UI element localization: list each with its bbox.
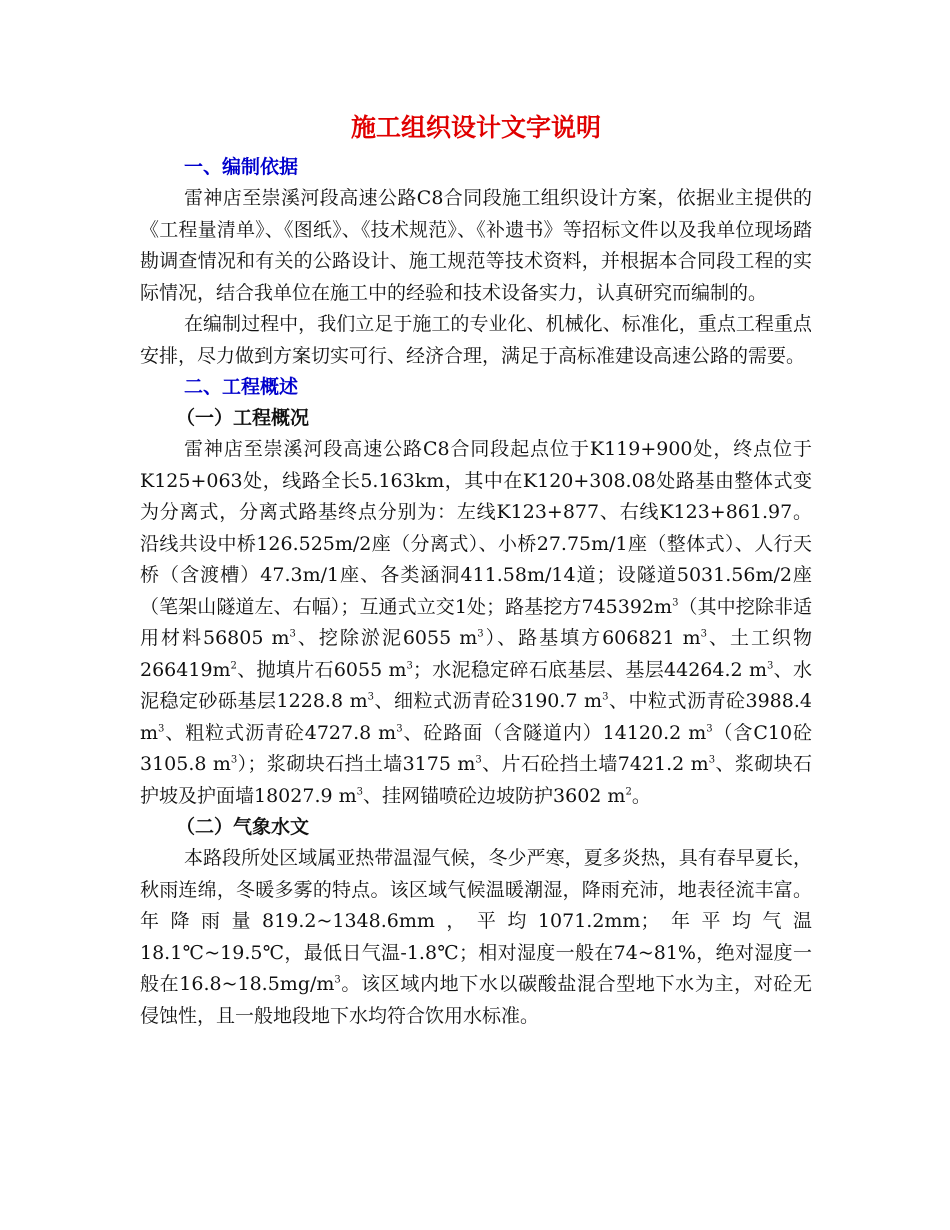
- document-title: 施工组织设计文字说明: [350, 113, 601, 142]
- basis-paragraph-1: 雷神店至崇溪河段高速公路C8合同段施工组织设计方案，依据业主提供的《工程量清单》、《图纸》、《技术规范》、《补遗书》等招标文件以及我单位现场踏勘调查情况和有关的公路设计、施工规范等技术资料，并根据本合同段工程的实际情况，结合我单位在施工中的经验和技术设备实力，认真研究而编制的。: [140, 187, 812, 304]
- section-heading-overview: 二、工程概述: [184, 376, 299, 398]
- document-body: [140, 108, 812, 1032]
- subsection-heading-climate: （二）气象水文: [176, 816, 310, 838]
- subsection-heading-project: （一）工程概况: [176, 407, 310, 429]
- basis-paragraph-2: 在编制过程中，我们立足于施工的专业化、机械化、标准化，重点工程重点安排，尽力做到方案切实可行、经济合理，满足于高标准建设高速公路的需要。: [140, 313, 812, 367]
- section-heading-basis: 一、编制依据: [184, 156, 299, 178]
- climate-paragraph: 本路段所处区域属亚热带温湿气候，冬少严寒，夏多炎热，具有春早夏长，秋雨连绵，冬暖多雾的特点。该区域气候温暖潮湿，降雨充沛，地表径流丰富。年降雨量819.2~1348.6mm，平均1071.2mm；年平均气温18.1℃~19.5℃，最低日气温-1.8℃；相对湿度一般在74~81%，绝对湿度一般在$16.8\sim 18.5mg/m^3$。该区域内地下水以碳酸盐混合型地下水为主，对砼无侵蚀性，且一般地段地下水均符合饮用水标准。: [140, 847, 812, 1027]
- project-overview-paragraph: 雷神店至崇溪河段高速公路C8合同段起点位于K119+900处，终点位于K125+063处，线路全长5.163km，其中在K120+308.08处路基由整体式变为分离式，分离式路基终点分别为：左线K123+877、右线K123+861.97。沿线共设中桥126.525m/2座（分离式）、小桥27.75m/1座（整体式）、人行天桥（含渡槽）47.3m/1座、各类涵洞411.58m/14道；设隧道5031.56m/2座（笔架山隧道左、右幅）；互通式立交1处；路基挖方$745392m^3$（其中挖除非适用材料56805 $m^3$、挖除淤泥6055 $m^3$）、路基填方606821 $m^3$、土工织物$266419m^2$、抛填片石6055 $m^3$；水泥稳定碎石底基层、基层44264.2 $m^3$、水泥稳定砂砾基层1228.8 $m^3$、细粒式沥青砼3190.7 $m^3$、中粒式沥青砼3988.4 $m^3$、粗粒式沥青砼4727.8 $m^3$、砼路面（含隧道内）14120.2 $m^3$（含C10砼3105.8 $m^3$）；浆砌块石挡土墙3175 $m^3$、片石砼挡土墙7421.2 $m^3$、浆砌块石护坡及护面墙18027.9 $m^3$、挂网锚喷砼边坡防护3602 $m^2$。: [140, 438, 812, 807]
